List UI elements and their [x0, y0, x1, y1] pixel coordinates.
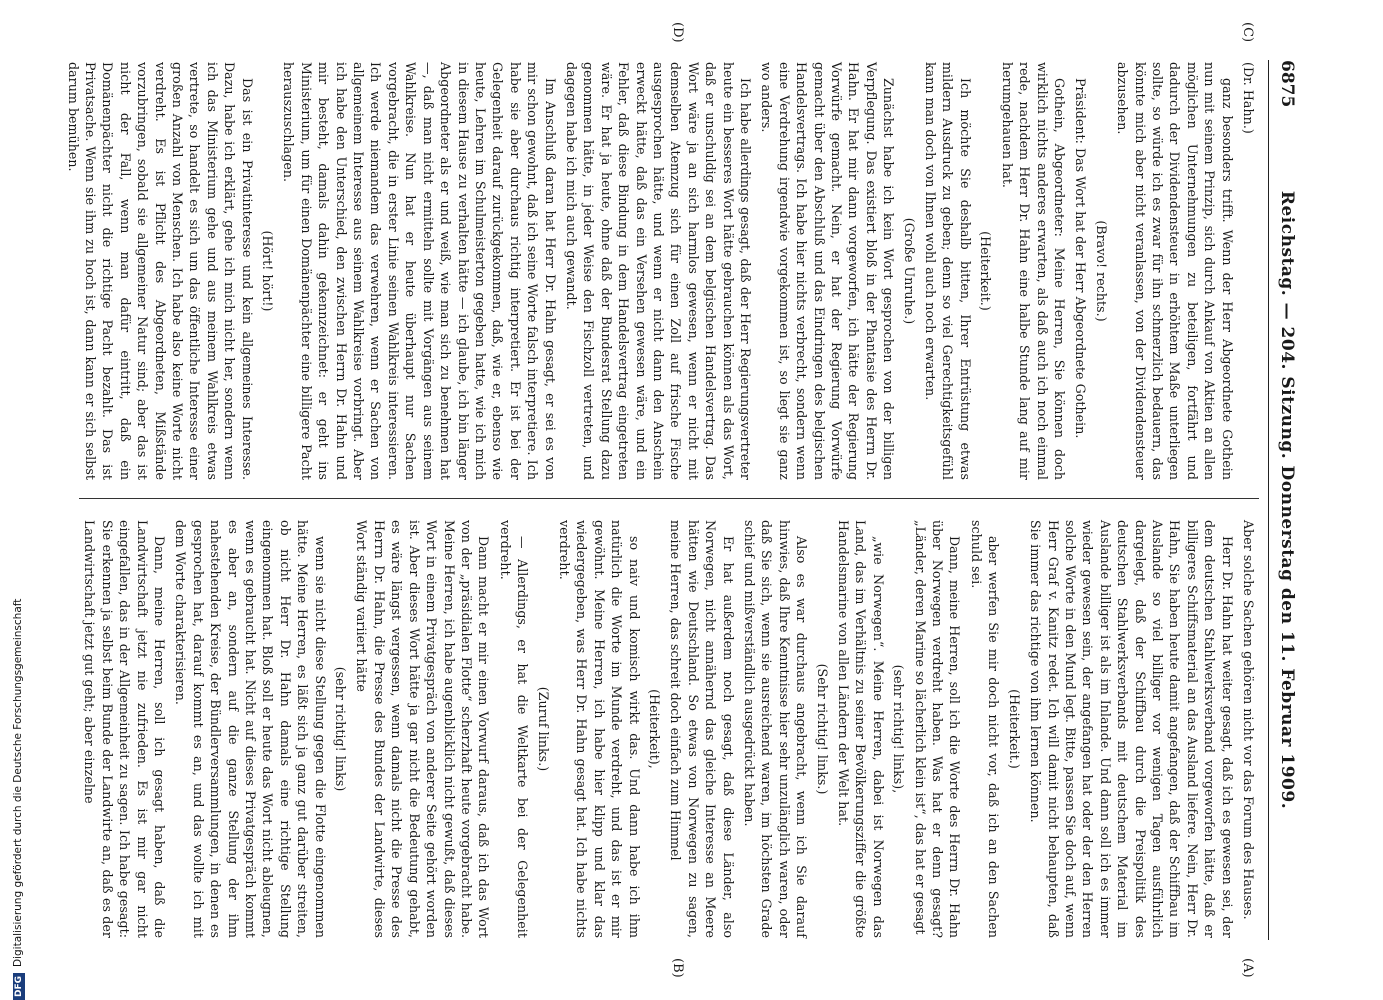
paragraph: Präsident: Das Wort hat der Herr Abgeordnete Gothein. [1073, 78, 1089, 439]
dfg-logo: DFG [13, 973, 25, 1000]
paragraph: — Allerdings, er hat die Weltkarte bei der Gelegenheit verdreht. [497, 520, 531, 938]
interjection: (sehr richtig! links) [333, 666, 349, 792]
paragraph: Also es war durchaus angebracht, wenn ich Sie darauf hinwies, daß Ihre Kenntnisse hier sehr unzulänglich waren, oder daß Sie sich, wenn sie ausreichend waren, im höchsten Grade schief und mißverständlich ausgedrückt haben. [742, 520, 810, 938]
paragraph: Ich habe allerdings gesagt, daß der Herr Regierungsvertreter heute ein besseres Wort hätte gebrauchen können als das Wort, daß er unschuldig sei an dem belgischen Handelsvertrag. Das Wort wäre ja an sich harmlos gewesen, wenn er nicht mit demselben Atemzug sich für einen Zoll auf frische Fische ausgesprochen hätte, und wenn er nicht dann den Anschein erweckt hätte, daß das ein Versehen gewesen wäre, und ein Fehler, daß diese Bindung in dem Handelsvertrag eingetreten wäre. Er hat ja heute, ohne daß der Bundesrat Stellung dazu genommen hätte, in jeder Weise den Fischzoll vertreten, und dagegen habe ich mich auch gewandt. [563, 62, 754, 480]
interjection: (Große Unruhe.) [901, 217, 917, 325]
page-number: 6875 [1277, 60, 1297, 108]
margin-letter-b: (B) [670, 958, 685, 978]
margin-letter-c: (C) [1240, 22, 1255, 43]
digitization-credit [12, 0, 32, 1000]
paragraph: Das ist ein Privatinteresse und kein allgemeines Interesse. Dazu, habe ich erklärt, gehe ich mich nicht her, sondern wenn ich das Ministerium gehe und aus meinem Wahlkreis etwas vertrete, so handelt es sich um das öffentliche Interesse einer großen Anzahl von Menschen. Ich habe also keine Worte nicht verdreht. Es ist Pflicht des Abgeordneten, Mißstände vorzubringen, sobald sie allgemeiner Natur sind; aber das ist nicht der Fall, wenn man dafür eintritt, daß ein Domänenpächter nicht die richtige Pacht bezahlt. Das ist Privatsache. Wenn sie ihm zu hoch ist, dann kann er sich selbst darum bemühen. [65, 62, 255, 480]
paragraph: (Dr. Hahn.) [1241, 62, 1256, 134]
interjection: (sehr richtig! links), [891, 664, 907, 794]
credit-text: Digitalisierung gefördert durch die Deutsche Forschungsgemeinschaft [12, 598, 24, 967]
paragraph: wenn sie nicht diese Stellung gegen die Flotte eingenommen hätte. Meine Herren, es läßt sich ja ganz gut darüber streiten, ob nicht Herr Dr. Hahn damals eine richtige Stellung eingenommen hat. Bloß soll er heute das Wort nicht ableugnen, wenn es gebraucht hat. Nicht auf dieses Privatgespräch kommt es aber an, sondern auf die ganze Stellung der ihm nahestehenden Kreise, der Bündlerversammlungen, in denen es gesprochen hat, darauf kommt es an, und das wollte ich mit dem Worte charakterisieren. [173, 520, 328, 938]
paragraph: ganz besonders trifft. Wenn der Herr Abgeordnete Gothein nun mit seinem Prinzip, sich durch Ankauf von Aktien an allen möglichen Unternehmungen zu beteiligen, fortfährt und dadurch der Dividendensteuer in erhöhtem Maße unterliegen sollte, so würde ich es zwar für ihn schmerzlich bedauern, das könnte mich aber nicht veranlassen, von der Dividendensteuer abzusehen. [1115, 62, 1235, 480]
document-page [15, 0, 1315, 1000]
paragraph: Er hat außerdem noch gesagt, daß diese Länder, also Norwegen, nicht annähernd das gleiche Interesse an Meere hätten wie Deutschland. So etwas von Norwegen zu sagen, meine Herren, das schreit doch einfach zum Himmel [668, 520, 736, 938]
paragraph: so naiv und komisch wirkt das. Und dann habe ich ihm natürlich die Worte im Munde verdreht, und das ist er mir gewöhnt. Meine Herren, ich habe hier klipp und klar das wiedergegeben, was Herr Dr. Hahn gesagt hat. Ich habe nichts verdreht. [556, 520, 642, 938]
paragraph: Herr Dr. Hahn hat weiter gesagt, daß ich es gewesen sei, der dem deutschen Stahlwerksverband vorgeworfen hätte, daß er billigeres Schiffsmaterial an das Ausland liefere. Nein, Herr Dr. Hahn, Sie haben heute damit angefangen, daß der Schiffbau im Auslande so viel billiger vor wenigen Tagen ausführlich dargelegt, daß der Schiffbau durch die Preispolitik des deutschen Stahlwerksverbands mit deutschem Material im Auslande billiger ist als im Inlande. Und dann soll ich es immer wieder gewesen sein, der angefangen hat oder der den Herren solche Worte in den Mund legt. Bitte, passen Sie doch auf, wenn Herr Graf v. Kanitz redet. Ich will damit nicht behaupten, daß Sie immer das richtige von ihm lernen können. [1028, 520, 1235, 938]
running-title: Reichstag. — 204. Sitzung. Donnerstag den 11. Februar 1909. [1277, 190, 1297, 810]
interjection: (Heiterkeit.) [1006, 689, 1022, 769]
paragraph: Gothein, Abgeordneter: Meine Herren, Sie können doch wirklich nichts anderes erwarten, als daß auch ich noch einmal rede, nachdem Herr Dr. Hahn eine halbe Stunde lang auf mir herumgehauen hat. [999, 62, 1067, 480]
margin-letter-d: (D) [670, 22, 685, 43]
paragraph: Ich möchte Sie deshalb bitten, Ihrer Entrüstung etwas mildern Ausdruck zu geben; denn so viel Gerechtigkeitsgefühl kann man doch von Ihnen wohl auch noch erwarten. [923, 62, 973, 480]
right-column [77, 520, 1257, 938]
interjection: (Heiterkeit.) [978, 231, 994, 311]
paragraph: Dann, meine Herren, soll ich gesagt haben, daß die Landwirtschaft jetzt nie zufrieden. Es ist mir gar nicht eingefallen, das in der Allgemeinheit zu sagen. Ich habe gesagt: Sie erkennen ja selbst beim Bunde der Landwirte an, daß es der Landwirtschaft jetzt gut geht; aber einzelne [82, 520, 168, 938]
paragraph: Dann, meine Herren, soll ich die Worte des Herrn Dr. Hahn über Norwegen verdreht haben. Was hat er denn gesagt? „Länder, deren Marine so lächerlich klein ist“, das hat er gesagt [912, 520, 963, 938]
left-column [65, 62, 1257, 480]
margin-letter-a: (A) [1240, 958, 1255, 978]
paragraph: Zunächst habe ich kein Wort gesprochen von der billigen Verpflegung. Das existiert bloß in der Phantasie des Herrn Dr. Hahn. Er hat mir dann vorgeworfen, ich hätte der Regierung Vorwürfe gemacht. Nein, er hat der Regierung Vorwürfe gemacht über den Abschluß und das Eindringen des belgischen Handelsvertrags. Ich habe hier nichts verbrecht, sondern wenn eine Verdrehung irgendwie vorgekommen ist, so liegt sie ganz wo anders. [759, 62, 897, 480]
interjection: (Heiterkeit), [647, 689, 662, 769]
interjection: (Hört! hört!) [260, 230, 276, 312]
interjection: (Bravo! rechts.) [1093, 220, 1109, 322]
interjection: (Zuruf links.) [535, 686, 551, 772]
paragraph: Im Anschluß daran hat Herr Dr. Hahn gesagt, er sei es von mir schon gewohnt, daß ich seine Worte falsch interpretiere. Ich habe sie aber durchaus richtig interpretiert. Er ist bei der Gelegenheit darauf zurückgekommen, daß, wie er, ebenso wie heute, Lehren im Schulmeisterton gegeben hatte, wie ich mich in diesem Hause zu verhalten hätte — ich glaube, ich bin länger Abgeordneter als er und weiß, wie man sich zu benehmen hat —, daß man nicht ermitteln sollte mit Vorgängen aus seinem Wahlkreise. Nun hat er heute überhaupt nur Sachen vorgebracht, die in erster Linie seinen Wahlkreis interessieren. Ich werde niemandem das verwehren, wenn er Sachen von allgemeinem Interesse aus seinem Wahlkreise vorbringt. Aber ich habe den Unterschied, den zwischen Herrn Dr. Hahn und mir besteht, damals dahin gekennzeichnet: er geht ins Ministerium, um für einen Domänenpächter eine billigere Pacht herauszuschlagen. [281, 62, 558, 480]
page-header [1269, 60, 1297, 940]
column-divider [79, 498, 1259, 499]
paragraph: „wie Norwegen“. Meine Herren, dabei ist Norwegen das Land, das im Verhältnis zu seiner Bevölkerungsziffer die größte Handelsmarine von allen Ländern der Welt hat. [836, 520, 886, 938]
paragraph: Dann macht er mir einen Vorwurf daraus, daß ich das Wort von der „präsidialen Flotte“ scherzhaft heute vorgebracht habe. Meine Herren, ich habe augenblicklich nicht gewußt, daß dieses Wort in einem Privatgespräch von anderer Seite gehört worden ist. Aber dieses Wort hätte ja gar nicht die Bedeutung gehabt, es wäre längst vergessen, wenn damals nicht die Presse des Herrn Dr. Hahn, die Presse des Bundes der Landwirte, dieses Wort ständig variiert hätte [354, 520, 492, 938]
paragraph: aber werfen Sie mir doch nicht vor, daß ich an den Sachen schuld sei. [968, 520, 1002, 938]
interjection: (Sehr richtig! links.) [814, 663, 830, 795]
header-rule [1268, 60, 1269, 940]
paragraph: Aber solche Sachen gehören nicht vor das Forum des Hauses. [1241, 520, 1256, 920]
